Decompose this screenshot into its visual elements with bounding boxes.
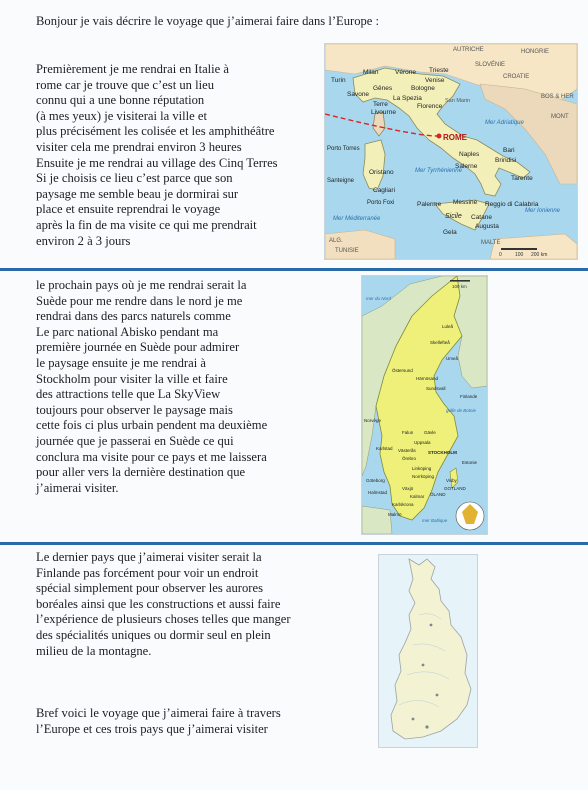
italy-line: paysage me semble beau je dormirai sur <box>36 186 239 201</box>
map-label: Livourne <box>371 109 396 116</box>
map-label: La Spezia <box>393 95 422 102</box>
finland-line: l’expérience de plusieurs choses telles que manger <box>36 612 291 627</box>
map-label: Skellefteå <box>430 340 450 345</box>
map-label: Västerås <box>398 448 416 453</box>
map-label: ÖLAND <box>430 492 446 497</box>
map-label: golfe de Botnie <box>446 408 477 413</box>
section-divider <box>0 542 588 545</box>
map-label: 200 km <box>531 252 548 258</box>
sweden-line: cette fois ci plus urbain pendent ma deuxième <box>36 418 268 433</box>
map-label: Bari <box>503 147 515 154</box>
map-label: Palerme <box>417 201 442 208</box>
map-label: STOCKHOLM <box>428 450 457 455</box>
map-label: Sicile <box>445 213 462 220</box>
map-label: Göteborg <box>366 478 385 483</box>
map-scale-bar <box>450 280 470 282</box>
map-label: Visby <box>446 478 457 483</box>
map-label: Estonie <box>462 460 478 465</box>
finland-line: des spécialités uniques ou dormir seul en plein <box>36 627 271 642</box>
map-scale-bar <box>501 248 537 250</box>
map-label: BOS & HER <box>541 94 574 100</box>
sweden-line: Le parc national Abisko pendant ma <box>36 324 219 339</box>
map-label: Falun <box>402 430 414 435</box>
italy-line: après la fin de ma visite ce qui me prendrait <box>36 217 257 232</box>
italy-line: (à mes yeux) je visiterai la ville et <box>36 108 207 123</box>
map-label: Karlstad <box>376 446 393 451</box>
sweden-line: j’aimerai visiter. <box>36 480 119 495</box>
sweden-map-graphic <box>362 276 487 534</box>
map-label: Vérone <box>395 69 416 76</box>
map-label: Linköping <box>412 466 432 471</box>
map-label: Porto Foxi <box>367 200 395 206</box>
italy-map <box>324 43 578 260</box>
map-label: Finlande <box>460 394 478 399</box>
map-label: Catane <box>471 214 492 221</box>
map-label: Uppsala <box>414 440 431 445</box>
map-label: Luleå <box>442 324 454 329</box>
map-label: Porto Torres <box>327 146 360 152</box>
map-label: ROME <box>443 133 467 142</box>
italy-line: Si je choisis ce lieu c’est parce que son <box>36 171 233 186</box>
map-label: Kalmar <box>410 494 425 499</box>
italy-map-graphic <box>325 44 577 259</box>
map-label: MALTE <box>481 240 501 246</box>
map-label: Augusta <box>475 223 499 230</box>
map-label: Reggio di Calabria <box>485 201 539 208</box>
map-label: Cagliari <box>373 187 396 194</box>
map-label: CROATIE <box>503 74 530 80</box>
finland-line: boréales ainsi que les constructions et aussi faire <box>36 596 281 611</box>
map-label: Turin <box>331 77 346 84</box>
section-divider <box>0 268 588 271</box>
italy-line: rome car je trouve que c’est un lieu <box>36 77 214 92</box>
map-label: Mer Méditerranée <box>333 216 381 222</box>
map-label: GOTLAND <box>444 486 466 491</box>
map-label: Mer Adriatique <box>485 120 524 126</box>
sweden-line: pour aller vers la dernière destination que <box>36 465 246 480</box>
map-label: mer Baltique <box>422 518 448 523</box>
sweden-line: première journée en Suède pour admirer <box>36 340 240 355</box>
map-label: Terre <box>373 101 388 108</box>
map-label: mer du Nord <box>366 296 392 301</box>
italy-paragraph <box>36 62 278 249</box>
conclusion-line: l’Europe et ces trois pays que j’aimerai visiter <box>36 721 268 736</box>
map-label: Salerne <box>455 163 478 170</box>
sweden-line: Suède pour me rendre dans le nord je me <box>36 293 243 308</box>
italy-line: place et ensuite reprendrai le voyage <box>36 202 221 217</box>
map-label: Tarente <box>511 175 533 182</box>
map-label: HONGRIE <box>521 49 550 55</box>
map-label: Gävle <box>424 430 436 435</box>
sweden-line: Stockholm pour visiter la ville et faire <box>36 371 228 386</box>
intro-text: Bonjour je vais décrire le voyage que j’aimerai faire dans l’Europe : <box>36 14 380 28</box>
map-label: Milan <box>363 69 379 76</box>
finland-line: milieu de la montagne. <box>36 643 152 658</box>
map-label: Brindisi <box>495 157 517 164</box>
sweden-line: toujours pour observer le paysage mais <box>36 402 233 417</box>
finland-paragraph <box>36 550 291 659</box>
map-label: Florence <box>417 103 443 110</box>
map-label: Halmstad <box>368 490 388 495</box>
map-label: Sundsvall <box>426 386 446 391</box>
sweden-line: le prochain pays où je me rendrai serait la <box>36 278 247 292</box>
sweden-line: journée que je passerai en Suède ce qui <box>36 433 234 448</box>
map-label: Mer Tyrrhénienne <box>415 168 462 174</box>
finland-line: Finlande pas forcément pour voir un endroit <box>36 565 259 580</box>
map-label: 100 km <box>452 284 467 289</box>
map-label: Malmö <box>388 512 402 517</box>
map-label: Messine <box>453 199 478 206</box>
map-label: Örebro <box>402 456 417 461</box>
map-label: SLOVÉNIE <box>475 62 506 68</box>
conclusion-paragraph <box>36 706 281 737</box>
finland-map-graphic <box>379 555 477 747</box>
map-label: Naples <box>459 151 480 158</box>
italy-line: Premièrement je me rendrai en Italie à <box>36 62 230 76</box>
sweden-paragraph <box>36 278 267 496</box>
sweden-line: rendrai dans des parcs naturels comme <box>36 309 231 324</box>
sweden-line: conclura ma visite pour ce pays et me laissera <box>36 449 267 464</box>
map-label: Bologne <box>411 85 435 92</box>
map-label: Venise <box>425 77 445 84</box>
map-label: Växjö <box>402 486 414 491</box>
sweden-line: des attractions telle que La SkyView <box>36 387 221 402</box>
sweden-map <box>361 275 488 535</box>
map-label: TUNISIE <box>335 248 359 254</box>
map-label: Norrköping <box>412 474 435 479</box>
italy-line: Ensuite je me rendrai au village des Cinq Terres <box>36 155 278 170</box>
italy-line: environ 2 à 3 jours <box>36 233 131 248</box>
map-label: San Marin <box>445 98 471 104</box>
sweden-line: le paysage ensuite je me rendrai à <box>36 355 206 370</box>
finland-map <box>378 554 478 748</box>
map-label: Gela <box>443 229 457 236</box>
map-label: 0 <box>499 252 502 258</box>
map-label: 100 <box>515 252 524 258</box>
map-label: Savone <box>347 91 370 98</box>
map-label: Norvège <box>364 418 382 423</box>
map-label: Gênes <box>373 85 393 92</box>
conclusion-line: Bref voici le voyage que j’aimerai faire à travers <box>36 706 281 720</box>
map-label: Oristano <box>369 169 394 176</box>
map-label: ALG. <box>329 238 343 244</box>
map-label: Santeigne <box>327 178 355 184</box>
italy-line: visiter cela me prendrai environ 3 heures <box>36 139 242 154</box>
finland-line: spécial simplement pour observer les aurores <box>36 581 263 596</box>
map-label: MONT <box>551 114 569 120</box>
italy-line: connu qui a une bonne réputation <box>36 93 205 108</box>
map-label: Karlskrona <box>392 502 414 507</box>
map-label: Umeå <box>446 356 459 361</box>
italy-line: plus précisément les colisée et les amphithéâtre <box>36 124 275 139</box>
finland-line: Le dernier pays que j’aimerai visiter serait la <box>36 550 262 564</box>
map-label: Östersund <box>392 368 413 373</box>
map-label: Härnösand <box>416 376 439 381</box>
map-label: Mer Ionienne <box>525 208 561 214</box>
map-label: AUTRICHE <box>453 47 484 53</box>
map-label: Trieste <box>429 67 449 74</box>
